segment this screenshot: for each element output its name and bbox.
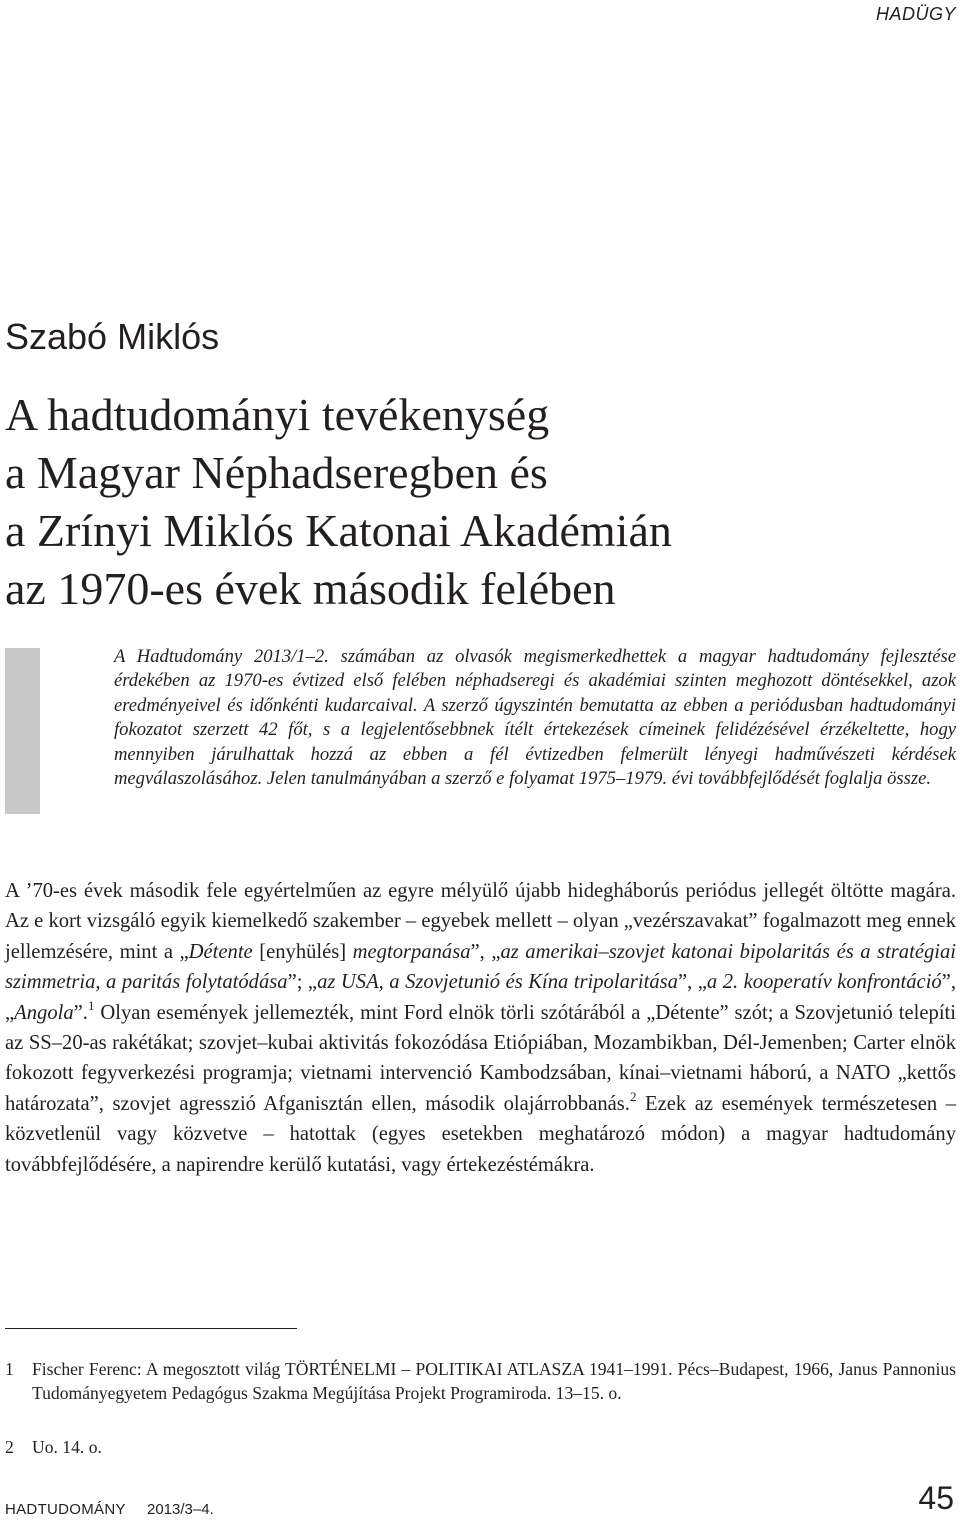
title-line: az 1970-es évek második felében [5,563,616,614]
footnote [5,1357,956,1405]
footnote [5,1435,956,1459]
body-text: ”, „ [5,971,957,1024]
body-paragraph [5,876,956,1180]
title-line: A hadtudományi tevékenység [5,389,550,440]
footnote-ref-1[interactable]: 1 [87,997,95,1013]
body-italic-text: Angola [14,1001,74,1024]
footnote-separator [5,1328,297,1329]
body-text: Olyan események jellemezték, mint Ford elnök törli szótárából a „Détente” szót; a Szovjetunió telepíti az SS–20-as rakétákat; szovjet–kubai aktivitás fokozódása Etiópiában, Mozambikban, Dél-Jemenben; Carter elnök fokozott fegyverkezési programja; vietnami intervenció Kambodzsában, kínai–vietnami háború, a NATO „kettős határozata”, szovjet agresszió Afganisztán ellen, második olajárrobbanás. [5,1001,956,1115]
page-number: 45 [918,1480,954,1516]
body-italic-text: az amerikai–szovjet katonai bipolaritás és a stratégiai szimmetria, a paritás folytatódása [5,940,957,994]
article-title [5,386,672,618]
title-line: a Zrínyi Miklós Katonai Akadémián [5,505,672,556]
abstract: A Hadtudomány 2013/1–2. számában az olvasók megismerkedhettek a magyar hadtudomány fejlesztése érdekében az 1970-es évtized első felében néphadseregi és akadémiai szinten meghozott döntésekkel, azok eredményeivel és időnkénti kudarcaival. A szerző úgyszintén bemutatta az ebben a periódusban hadtudományi fokozatot szerzett 42 főt, s a legjelentősebbnek ítélt értekezések címeinek felidézésével érzékeltette, hogy mennyiben járulhattak hozzá az ebben a fél évtizedben felmerült lényegi hadművészeti kérdések megválaszolásához. Jelen tanulmányában a szerző e folyamat 1975–1979. évi továbbfejlődését foglalja össze. [114,646,956,790]
body-italic-text: Détente [188,940,253,963]
author-name: Szabó Miklós [5,316,220,357]
footnote-text: Fischer Ferenc: A megosztott világ TÖRTÉNELMI – POLITIKAI ATLASZA 1941–1991. Pécs–Budapest, 1966, Janus Pannonius Tudományegyetem Pedagógus Szakma Megújítása Projekt Programiroda. 13–15. o. [32,1359,956,1403]
body-text: A ’70-es évek második fele egyértelműen az egyre mélyülő újabb hidegháborús periódus jellegét öltötte magára. Az e kort vizsgáló egyik kiemelkedő szakember – egyebek mellett – olyan „vezérszavakat” fogalmazott meg ennek jellemzésére, mint a „ [5,880,956,963]
title-line: a Magyar Néphadseregben és [5,447,548,498]
footnote-number: 1 [5,1359,14,1379]
body-text: ”, „ [470,940,501,963]
issue-number: 2013/3–4. [147,1501,214,1518]
abstract-marker-bar [5,648,40,814]
journal-name: HADTUDOMÁNY [5,1501,126,1518]
body-text: ”; „ [287,971,318,994]
body-text: Ezek az események természetesen – közvetlenül vagy közvetve – hatottak (egyes esetekben meghatározó módon) a magyar hadtudomány továbbfejlődésére, a napirendre kerülő kutatási, vagy értekezéstémákra. [5,1092,957,1176]
footnote-text: Uo. 14. o. [32,1437,102,1457]
body-italic-text: a 2. kooperatív konfrontáció [706,971,942,994]
body-italic-text: az USA, a Szovjetunió és Kína tripolaritása [317,971,678,994]
footnote-ref-2[interactable]: 2 [629,1088,637,1104]
body-text: ”. [73,1001,88,1024]
running-head: HADÜGY [875,4,956,24]
body-text: ”, „ [677,971,707,994]
footnote-number: 2 [5,1437,14,1457]
body-text: [enyhülés] [252,940,353,963]
body-italic-text: megtorpanása [352,940,471,963]
